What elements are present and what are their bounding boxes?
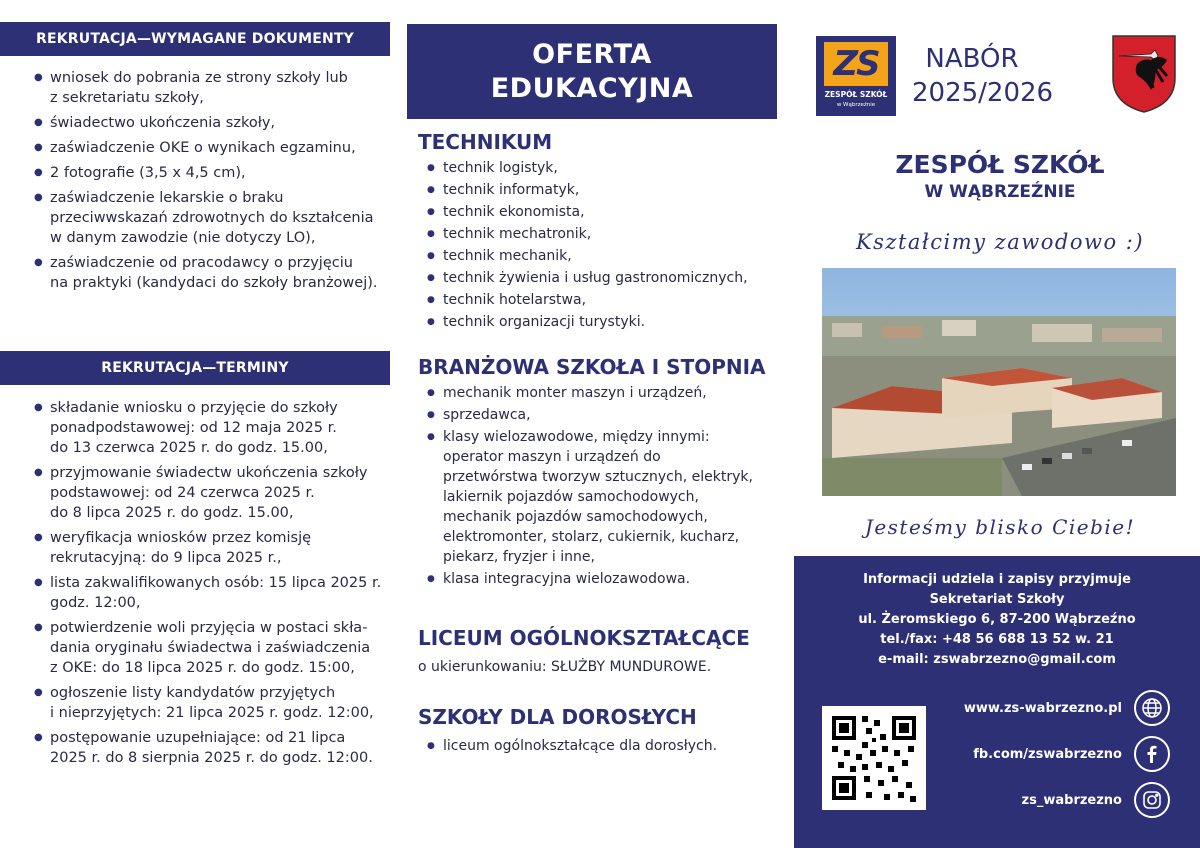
offer-title-line2: EDUKACYJNA <box>490 72 694 104</box>
technikum-item: ● technik informatyk, <box>424 180 774 200</box>
nabor-line1: NABÓR <box>925 44 1019 74</box>
contact-line: e-mail: zswabrzezno@gmail.com <box>878 652 1116 667</box>
technikum-item: ● technik ekonomista, <box>424 202 774 222</box>
technikum-item: ● technik żywienia i usług gastronomicznych, <box>424 268 774 288</box>
branzowa-item: ● sprzedawca, <box>424 405 774 425</box>
qr-code[interactable] <box>822 706 926 810</box>
school-name-line2: W WĄBRZEŹNIE <box>924 182 1076 202</box>
document-item: ● 2 fotografie (3,5 x 4,5 cm), <box>30 163 385 183</box>
technikum-item: ● technik mechatronik, <box>424 224 774 244</box>
facebook-row[interactable] <box>973 736 1170 772</box>
instagram-link[interactable]: zs_wabrzezno <box>1021 792 1122 808</box>
dorosli-heading: SZKOŁY DLA DOROSŁYCH <box>418 705 697 729</box>
offer-title-box <box>407 24 777 119</box>
globe-icon[interactable] <box>1134 690 1170 726</box>
term-item: ● składanie wniosku o przyjęcie do szkoły ponadpodstawowej: od 12 maja 2025 r. do 13 czerwca 2025 r. do godz. 15.00, <box>30 398 385 458</box>
coat-of-arms <box>1111 34 1177 114</box>
technikum-heading: TECHNIKUM <box>418 130 553 154</box>
facebook-link[interactable]: fb.com/zswabrzezno <box>973 746 1122 762</box>
contact-info <box>794 570 1200 670</box>
instagram-row[interactable] <box>1022 782 1170 818</box>
term-item: ● postępowanie uzupełniające: od 21 lipca 2025 r. do 8 sierpnia 2025 r. do godz. 12:00. <box>30 728 385 768</box>
slogan-top: Kształcimy zawodowo :) <box>855 230 1145 254</box>
terms-list <box>30 398 385 773</box>
document-item: ● świadectwo ukończenia szkoły, <box>30 113 385 133</box>
contact-line: tel./fax: +48 56 688 13 52 w. 21 <box>880 632 1114 647</box>
school-building-photo <box>822 268 1176 496</box>
logo-letters: ZS <box>824 42 888 86</box>
technikum-item: ● technik hotelarstwa, <box>424 290 774 310</box>
branzowa-item: ● klasa integracyjna wielozawodowa. <box>424 569 774 589</box>
technikum-item: ● technik organizacji turystyki. <box>424 312 774 332</box>
branzowa-heading: BRANŻOWA SZKOŁA I STOPNIA <box>418 355 766 379</box>
school-logo <box>816 36 896 116</box>
dorosli-list <box>424 736 774 758</box>
school-name <box>820 150 1180 204</box>
liceum-text: o ukierunkowaniu: SŁUŻBY MUNDUROWE. <box>418 659 712 675</box>
slogan-bottom: Jesteśmy blisko Ciebie! <box>864 515 1136 539</box>
technikum-item: ● technik logistyk, <box>424 158 774 178</box>
school-name-line1: ZESPÓŁ SZKÓŁ <box>895 150 1105 179</box>
facebook-icon[interactable] <box>1134 736 1170 772</box>
document-item: ● zaświadczenie od pracodawcy o przyjęciu na praktyki (kandydaci do szkoły branżowej). <box>30 253 385 293</box>
branzowa-item: ● klasy wielozawodowe, między innymi: operator maszyn i urządzeń do przetwórstwa tworzyw sztucznych, elektryk, lakiernik pojazdów samochodowych, mechanik pojazdów samochodowych, elektromonter, stolarz, cukiernik, kucharz, piekarz, fryzjer i inne, <box>424 427 774 567</box>
technikum-item: ● technik mechanik, <box>424 246 774 266</box>
technikum-list <box>424 158 774 334</box>
term-item: ● przyjmowanie świadectw ukończenia szkoły podstawowej: od 24 czerwca 2025 r. do 8 lipca 2025 r. do godz. 15.00, <box>30 463 385 523</box>
document-item: ● zaświadczenie OKE o wynikach egzaminu, <box>30 138 385 158</box>
instagram-icon[interactable] <box>1134 782 1170 818</box>
documents-header: REKRUTACJA—WYMAGANE DOKUMENTY <box>0 22 390 56</box>
documents-list <box>30 68 385 298</box>
branzowa-item: ● mechanik monter maszyn i urządzeń, <box>424 383 774 403</box>
logo-name: ZESPÓŁ SZKÓŁ <box>824 90 888 99</box>
term-item: ● potwierdzenie woli przyjęcia w postaci skła- dania oryginału świadectwa i zaświadczenia z OKE: do 18 lipca 2025 r. do godz. 15:00, <box>30 618 385 678</box>
website-row[interactable] <box>964 690 1170 726</box>
term-item: ● weryfikacja wniosków przez komisję rekrutacyjną: do 9 lipca 2025 r., <box>30 528 385 568</box>
offer-title-line1: OFERTA <box>532 38 652 70</box>
liceum-heading: LICEUM OGÓLNOKSZTAŁCĄCE <box>418 626 750 650</box>
contact-box <box>794 556 1200 848</box>
terms-header: REKRUTACJA—TERMINY <box>0 351 390 385</box>
contact-line: ul. Żeromskiego 6, 87-200 Wąbrzeźno <box>858 612 1136 627</box>
contact-line: Sekretariat Szkoły <box>929 592 1065 607</box>
document-item: ● wniosek do pobrania ze strony szkoły lub z sekretariatu szkoły, <box>30 68 385 108</box>
document-item: ● zaświadczenie lekarskie o braku przeciwwskazań zdrowotnych do kształcenia w danym zawodzie (nie dotyczy LO), <box>30 188 385 248</box>
branzowa-list <box>424 383 774 591</box>
website-link[interactable]: www.zs-wabrzezno.pl <box>963 700 1122 716</box>
nabor-line2: 2025/2026 <box>912 78 1054 108</box>
logo-town: w Wąbrzeźnie <box>836 102 876 108</box>
term-item: ● ogłoszenie listy kandydatów przyjętych i nieprzyjętych: 21 lipca 2025 r. godz. 12:00, <box>30 683 385 723</box>
nabor-title <box>912 42 1054 110</box>
contact-line: Informacji udziela i zapisy przyjmuje <box>863 572 1131 587</box>
dorosli-item: ● liceum ogólnokształcące dla dorosłych. <box>424 736 774 756</box>
term-item: ● lista zakwalifikowanych osób: 15 lipca 2025 r. godz. 12:00, <box>30 573 385 613</box>
